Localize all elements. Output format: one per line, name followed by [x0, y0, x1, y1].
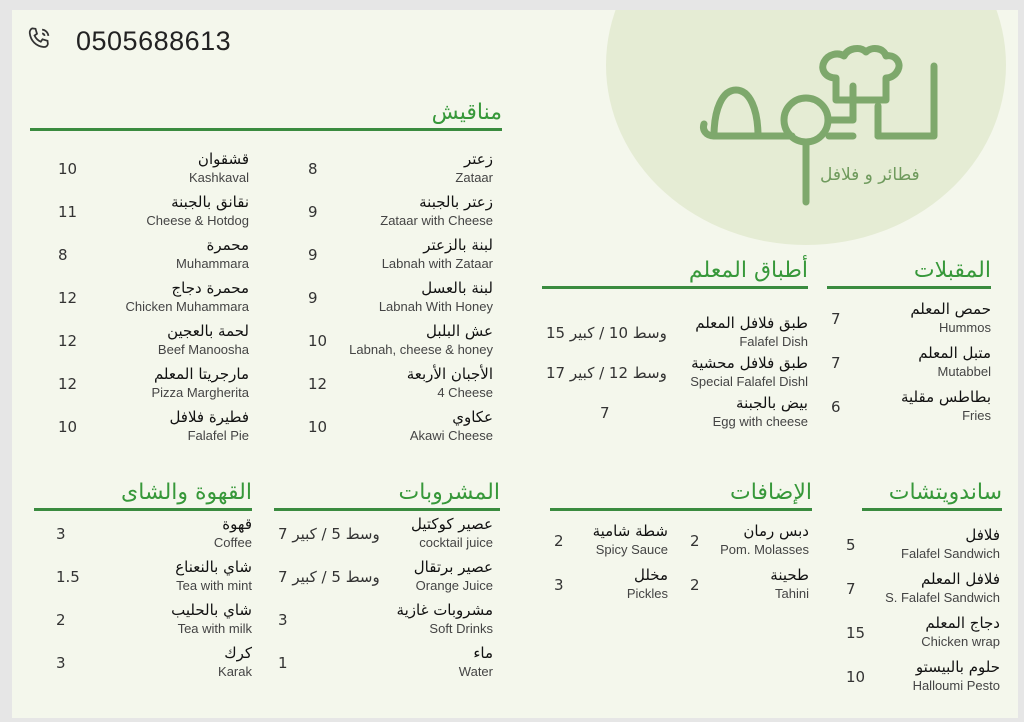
item-name-arabic: طحينة [770, 566, 809, 584]
item-price: 3 [56, 525, 66, 543]
menu-item [34, 558, 252, 598]
item-name-arabic: كرك [224, 644, 252, 662]
menu-item [282, 322, 493, 362]
section-divider [274, 508, 500, 511]
item-name-arabic: محمرة [206, 236, 249, 254]
item-name-english: Spicy Sauce [595, 542, 668, 557]
item-name-english: Special Falafel Dishl [690, 374, 808, 389]
coffee-list [34, 515, 252, 705]
menu-item [42, 365, 249, 405]
section-divider [30, 128, 502, 131]
item-price: 1.5 [56, 568, 80, 586]
item-name-arabic: شاي بالحليب [171, 601, 252, 619]
brand-logo [694, 30, 944, 220]
item-price: 12 [308, 375, 328, 393]
menu-item [42, 150, 249, 190]
item-price: 7 [831, 354, 841, 372]
menu-item [827, 344, 991, 384]
item-name-arabic: طبق فلافل محشية [691, 354, 808, 372]
item-name-english: Tea with mint [176, 578, 252, 593]
menu-item [542, 354, 808, 394]
item-name-arabic: فلافل المعلم [920, 570, 1000, 588]
item-name-english: Falafel Dish [739, 334, 808, 349]
item-price: 2 [554, 532, 564, 550]
menu-item [282, 408, 493, 448]
item-name-english: Labnah with Zataar [381, 256, 493, 271]
item-name-english: Tea with milk [177, 621, 252, 636]
item-name-english: Hummos [938, 320, 991, 335]
item-name-english: Kashkaval [189, 170, 249, 185]
item-price: 2 [56, 611, 66, 629]
item-price: 10 [846, 668, 866, 686]
item-name-english: Halloumi Pesto [912, 678, 1000, 693]
item-name-arabic: لحمة بالعجين [167, 322, 249, 340]
item-price: 9 [308, 289, 318, 307]
item-price: 10 [58, 160, 78, 178]
item-name-english: Falafel Pie [187, 428, 249, 443]
item-name-arabic: لبنة بالعسل [421, 279, 493, 297]
phone-contact[interactable] [24, 24, 231, 58]
item-name-arabic: مارجريتا المعلم [153, 365, 249, 383]
item-name-arabic: محمرة دجاج [171, 279, 249, 297]
item-price: 2 [690, 576, 700, 594]
menu-item [34, 601, 252, 641]
menu-item [550, 522, 668, 562]
section-additions [550, 478, 812, 511]
item-name-english: Akawi Cheese [409, 428, 493, 443]
item-price: وسط 10 / كبير 15 [546, 324, 667, 342]
item-price: 10 [308, 418, 328, 436]
section-title: المقبلات [913, 258, 991, 283]
additions-column-left [550, 522, 668, 622]
item-price: 6 [831, 398, 841, 416]
menu-item [34, 515, 252, 555]
item-name-arabic: عصير برتقال [413, 558, 493, 576]
item-price: 3 [56, 654, 66, 672]
item-name-english: Fries [962, 408, 991, 423]
item-name-arabic: حمص المعلم [910, 300, 991, 318]
section-sandwiches [862, 478, 1002, 511]
item-name-english: Pickles [626, 586, 668, 601]
item-name-arabic: الأجبان الأربعة [406, 365, 493, 383]
menu-item [840, 526, 1000, 566]
menu-item [42, 236, 249, 276]
manakish-column-right [282, 150, 493, 460]
item-name-arabic: نقانق بالجبنة [171, 193, 249, 211]
phone-number: 0505688613 [76, 25, 232, 56]
item-name-arabic: قشقوان [197, 150, 249, 168]
menu-item [542, 314, 808, 354]
menu-item [684, 522, 809, 562]
item-price: 3 [278, 611, 288, 629]
item-price: 11 [58, 203, 78, 221]
item-name-arabic: شاي بالنعناع [175, 558, 252, 576]
menu-item [282, 236, 493, 276]
section-title: أطباق المعلم [688, 258, 808, 283]
section-divider [34, 508, 252, 511]
item-name-english: Orange Juice [415, 578, 493, 593]
item-name-english: Pom. Molasses [720, 542, 809, 557]
menu-item [840, 658, 1000, 698]
section-appetizers [827, 256, 991, 289]
sandwiches-list [840, 526, 1000, 716]
item-price: 15 [846, 624, 866, 642]
menu-item [282, 193, 493, 233]
item-name-english: S. Falafel Sandwich [885, 590, 1000, 605]
menu-item [840, 614, 1000, 654]
menu-item [684, 566, 809, 606]
item-name-english: Coffee [213, 535, 252, 550]
item-name-arabic: عش البلبل [426, 322, 493, 340]
item-name-arabic: عصير كوكتيل [411, 515, 493, 533]
appetizers-list [827, 300, 991, 430]
menu-item [282, 279, 493, 319]
menu-item [42, 279, 249, 319]
menu-item [282, 365, 493, 405]
section-divider [862, 508, 1002, 511]
menu-item [282, 150, 493, 190]
item-name-arabic: زعتر [464, 150, 493, 168]
item-name-english: Zataar with Cheese [380, 213, 493, 228]
item-price: 12 [58, 332, 78, 350]
item-name-english: Soft Drinks [429, 621, 493, 636]
item-price: 7 [600, 404, 610, 422]
item-name-english: Chicken wrap [921, 634, 1000, 649]
item-name-arabic: دبس رمان [743, 522, 809, 540]
section-plates [542, 256, 808, 289]
item-name-english: cocktail juice [419, 535, 493, 550]
item-price: 7 [846, 580, 856, 598]
menu-item [34, 644, 252, 684]
section-title: المشروبات [398, 480, 500, 505]
menu-item [270, 515, 493, 555]
menu-item [550, 566, 668, 606]
section-drinks [274, 478, 500, 511]
item-name-arabic: ماء [473, 644, 493, 662]
item-price: 9 [308, 246, 318, 264]
item-name-english: Labnah With Honey [378, 299, 493, 314]
section-divider [550, 508, 812, 511]
item-price: 3 [554, 576, 564, 594]
item-name-english: Labnah, cheese & honey [349, 342, 493, 357]
item-name-english: Muhammara [176, 256, 249, 271]
plates-list [542, 314, 808, 444]
section-title: الإضافات [730, 480, 812, 505]
section-divider [827, 286, 991, 289]
menu-item [827, 388, 991, 428]
item-name-english: Mutabbel [937, 364, 991, 379]
item-name-arabic: عكاوي [452, 408, 493, 426]
menu-item [270, 644, 493, 684]
item-name-arabic: مخلل [633, 566, 668, 584]
menu-item [270, 601, 493, 641]
menu-item [270, 558, 493, 598]
drinks-list [270, 515, 493, 705]
item-price: 5 [846, 536, 856, 554]
item-price: 9 [308, 203, 318, 221]
item-name-english: 4 Cheese [437, 385, 493, 400]
menu-item [827, 300, 991, 340]
item-name-english: Water [458, 664, 493, 679]
section-title: القهوة والشاى [121, 480, 252, 505]
item-name-arabic: مشروبات غازية [396, 601, 493, 619]
item-name-arabic: شطة شامية [592, 522, 668, 540]
item-price: 8 [308, 160, 318, 178]
section-divider [542, 286, 808, 289]
item-price: 12 [58, 375, 78, 393]
menu-item [840, 570, 1000, 610]
item-name-arabic: بيض بالجبنة [736, 394, 808, 412]
item-name-arabic: طبق فلافل المعلم [695, 314, 808, 332]
item-name-english: Beef Manoosha [157, 342, 249, 357]
brand-tagline: فطائر و فلافل [820, 165, 920, 185]
item-price: 10 [308, 332, 328, 350]
menu-item [42, 193, 249, 233]
item-price: 2 [690, 532, 700, 550]
menu-item [542, 394, 808, 434]
item-price: وسط 12 / كبير 17 [546, 364, 667, 382]
item-price: 1 [278, 654, 288, 672]
menu-page [12, 10, 1018, 718]
phone-icon [24, 24, 54, 58]
item-name-arabic: زعتر بالجبنة [419, 193, 493, 211]
item-name-english: Falafel Sandwich [901, 546, 1000, 561]
item-price: 7 [831, 310, 841, 328]
item-price: 10 [58, 418, 78, 436]
item-name-arabic: متبل المعلم [918, 344, 991, 362]
item-price: 12 [58, 289, 78, 307]
section-title: ساندويتشات [888, 480, 1002, 505]
item-name-english: Egg with cheese [712, 414, 808, 429]
item-name-english: Tahini [775, 586, 809, 601]
section-coffee-tea [34, 478, 252, 511]
item-name-arabic: فطيرة فلافل [169, 408, 249, 426]
item-name-english: Chicken Muhammara [125, 299, 249, 314]
menu-item [42, 322, 249, 362]
item-name-english: Pizza Margherita [151, 385, 249, 400]
item-name-english: Zataar [455, 170, 493, 185]
item-name-english: Karak [218, 664, 252, 679]
item-name-arabic: فلافل [965, 526, 1000, 544]
section-title: مناقيش [431, 100, 502, 125]
item-name-arabic: حلوم بالبيستو [915, 658, 1000, 676]
item-name-english: Cheese & Hotdog [146, 213, 249, 228]
item-name-arabic: قهوة [222, 515, 252, 533]
item-name-arabic: لبنة بالزعتر [423, 236, 493, 254]
item-price: وسط 5 / كبير 7 [278, 568, 380, 586]
item-price: وسط 5 / كبير 7 [278, 525, 380, 543]
item-price: 8 [58, 246, 68, 264]
item-name-arabic: بطاطس مقلية [900, 388, 991, 406]
item-name-arabic: دجاج المعلم [925, 614, 1000, 632]
manakish-column-left [42, 150, 249, 460]
additions-column-right [684, 522, 809, 622]
menu-item [42, 408, 249, 448]
